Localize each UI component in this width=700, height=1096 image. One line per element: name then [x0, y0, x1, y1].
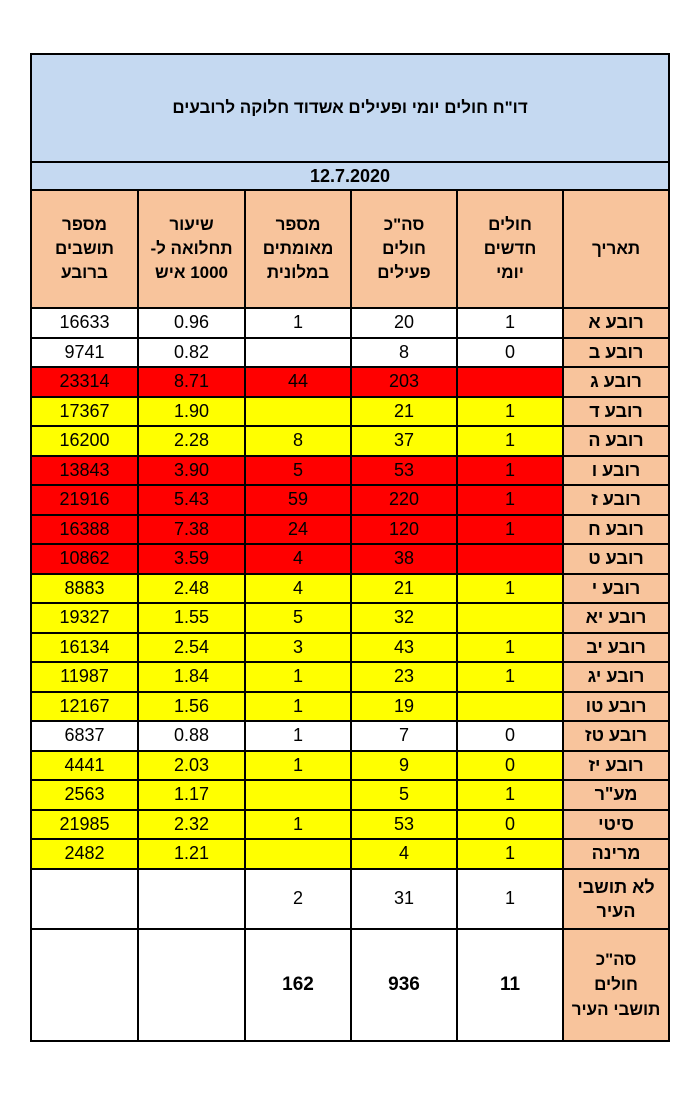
table-row [31, 426, 669, 456]
hotel-confirmed-cell: 4 [245, 574, 351, 604]
rate-cell: 8.71 [138, 367, 245, 397]
active-total-cell: 20 [351, 308, 457, 338]
new-daily-cell: 1 [457, 456, 563, 486]
residents-cell: 12167 [31, 692, 138, 722]
new-daily-cell: 0 [457, 721, 563, 751]
hotel-confirmed-cell: 5 [245, 603, 351, 633]
district-name: רובע ט [563, 544, 669, 574]
new-daily-cell: 1 [457, 515, 563, 545]
table-row [31, 308, 669, 338]
hotel-confirmed-cell: 4 [245, 544, 351, 574]
residents-cell: 16134 [31, 633, 138, 663]
district-name: רובע טז [563, 721, 669, 751]
rate-cell: 1.21 [138, 839, 245, 869]
rate-cell: 0.88 [138, 721, 245, 751]
district-name: רובע ו [563, 456, 669, 486]
hotel-confirmed-cell [245, 780, 351, 810]
district-name: רובע א [563, 308, 669, 338]
header-hotel-confirmed: מספר מאומתים במלונית [245, 190, 351, 308]
active-total-cell: 38 [351, 544, 457, 574]
district-name: רובע יב [563, 633, 669, 663]
active-total-cell: 32 [351, 603, 457, 633]
table-row [31, 367, 669, 397]
district-rows [31, 308, 669, 869]
district-name: רובע יא [563, 603, 669, 633]
new-daily-cell: 1 [457, 485, 563, 515]
residents-cell: 4441 [31, 751, 138, 781]
hotel-confirmed-cell: 1 [245, 721, 351, 751]
active-total-cell: 53 [351, 810, 457, 840]
active-total-cell: 5 [351, 780, 457, 810]
hotel-confirmed-cell: 1 [245, 308, 351, 338]
table-row [31, 780, 669, 810]
rate-cell: 2.48 [138, 574, 245, 604]
active-total-cell: 53 [351, 456, 457, 486]
active-total-cell: 21 [351, 574, 457, 604]
new-daily-cell: 1 [457, 662, 563, 692]
hotel-confirmed-cell [245, 338, 351, 368]
district-name: רובע ה [563, 426, 669, 456]
residents-cell: 9741 [31, 338, 138, 368]
new-daily-cell: 1 [457, 633, 563, 663]
rate-cell: 1.84 [138, 662, 245, 692]
table-row [31, 603, 669, 633]
new-daily-cell: 0 [457, 751, 563, 781]
rate-cell: 3.59 [138, 544, 245, 574]
district-name: סיטי [563, 810, 669, 840]
active-total-cell: 43 [351, 633, 457, 663]
report-date: 12.7.2020 [31, 162, 669, 190]
table-row [31, 751, 669, 781]
non-residents-rate [138, 869, 245, 929]
rate-cell: 1.90 [138, 397, 245, 427]
table-row [31, 456, 669, 486]
table-row [31, 574, 669, 604]
residents-cell: 16388 [31, 515, 138, 545]
non-residents-active: 31 [351, 869, 457, 929]
residents-cell: 17367 [31, 397, 138, 427]
active-total-cell: 9 [351, 751, 457, 781]
new-daily-cell [457, 544, 563, 574]
new-daily-cell: 1 [457, 780, 563, 810]
total-active: 936 [351, 929, 457, 1041]
residents-cell: 8883 [31, 574, 138, 604]
total-new: 11 [457, 929, 563, 1041]
new-daily-cell [457, 603, 563, 633]
hotel-confirmed-cell: 1 [245, 810, 351, 840]
district-name: רובע יז [563, 751, 669, 781]
residents-cell: 21985 [31, 810, 138, 840]
rate-cell: 1.56 [138, 692, 245, 722]
residents-cell: 6837 [31, 721, 138, 751]
active-total-cell: 21 [351, 397, 457, 427]
table-row [31, 544, 669, 574]
hotel-confirmed-cell: 1 [245, 751, 351, 781]
residents-cell: 21916 [31, 485, 138, 515]
hotel-confirmed-cell: 1 [245, 662, 351, 692]
active-total-cell: 220 [351, 485, 457, 515]
rate-cell: 7.38 [138, 515, 245, 545]
active-total-cell: 23 [351, 662, 457, 692]
residents-cell: 2563 [31, 780, 138, 810]
rate-cell: 3.90 [138, 456, 245, 486]
table-row [31, 397, 669, 427]
residents-cell: 13843 [31, 456, 138, 486]
report-title: דו"ח חולים יומי ופעילים אשדוד חלוקה לרובעים [31, 54, 669, 162]
district-report-table [30, 53, 670, 1042]
rate-cell: 0.82 [138, 338, 245, 368]
non-residents-row [31, 869, 669, 929]
rate-cell: 2.03 [138, 751, 245, 781]
residents-cell: 16633 [31, 308, 138, 338]
table-row [31, 338, 669, 368]
rate-cell: 5.43 [138, 485, 245, 515]
non-residents-new: 1 [457, 869, 563, 929]
hotel-confirmed-cell: 1 [245, 692, 351, 722]
table-row [31, 721, 669, 751]
table-row [31, 662, 669, 692]
active-total-cell: 4 [351, 839, 457, 869]
hotel-confirmed-cell: 44 [245, 367, 351, 397]
active-total-cell: 203 [351, 367, 457, 397]
non-residents-residents [31, 869, 138, 929]
table-row [31, 692, 669, 722]
residents-cell: 2482 [31, 839, 138, 869]
district-name: רובע ג [563, 367, 669, 397]
new-daily-cell: 1 [457, 574, 563, 604]
new-daily-cell [457, 367, 563, 397]
residents-cell: 11987 [31, 662, 138, 692]
new-daily-cell: 1 [457, 397, 563, 427]
active-total-cell: 37 [351, 426, 457, 456]
rate-cell: 2.28 [138, 426, 245, 456]
active-total-cell: 8 [351, 338, 457, 368]
new-daily-cell: 0 [457, 338, 563, 368]
total-rate [138, 929, 245, 1041]
residents-cell: 23314 [31, 367, 138, 397]
residents-cell: 16200 [31, 426, 138, 456]
new-daily-cell: 0 [457, 810, 563, 840]
table-row [31, 810, 669, 840]
hotel-confirmed-cell [245, 839, 351, 869]
header-new-daily: חולים חדשים יומי [457, 190, 563, 308]
hotel-confirmed-cell: 5 [245, 456, 351, 486]
table-row [31, 485, 669, 515]
new-daily-cell: 1 [457, 426, 563, 456]
rate-cell: 2.32 [138, 810, 245, 840]
rate-cell: 1.55 [138, 603, 245, 633]
header-date: תאריך [563, 190, 669, 308]
district-name: רובע ז [563, 485, 669, 515]
rate-cell: 0.96 [138, 308, 245, 338]
non-residents-label: לא תושבי העיר [563, 869, 669, 929]
total-hotel: 162 [245, 929, 351, 1041]
residents-cell: 10862 [31, 544, 138, 574]
hotel-confirmed-cell [245, 397, 351, 427]
rate-cell: 2.54 [138, 633, 245, 663]
header-rate-per-1000: שיעור תחלואה ל- 1000 איש [138, 190, 245, 308]
district-name: רובע יג [563, 662, 669, 692]
header-residents: מספר תושבים ברובע [31, 190, 138, 308]
new-daily-cell [457, 692, 563, 722]
table-row [31, 839, 669, 869]
active-total-cell: 120 [351, 515, 457, 545]
district-name: רובע י [563, 574, 669, 604]
hotel-confirmed-cell: 3 [245, 633, 351, 663]
district-name: מע"ר [563, 780, 669, 810]
new-daily-cell: 1 [457, 308, 563, 338]
header-active-total: סה"כ חולים פעילים [351, 190, 457, 308]
new-daily-cell: 1 [457, 839, 563, 869]
total-label: סה"כ חולים תושבי העיר [563, 929, 669, 1041]
total-residents [31, 929, 138, 1041]
total-row [31, 929, 669, 1041]
hotel-confirmed-cell: 59 [245, 485, 351, 515]
district-name: רובע ב [563, 338, 669, 368]
active-total-cell: 19 [351, 692, 457, 722]
residents-cell: 19327 [31, 603, 138, 633]
hotel-confirmed-cell: 8 [245, 426, 351, 456]
district-name: מרינה [563, 839, 669, 869]
table-row [31, 633, 669, 663]
non-residents-hotel: 2 [245, 869, 351, 929]
hotel-confirmed-cell: 24 [245, 515, 351, 545]
active-total-cell: 7 [351, 721, 457, 751]
table-row [31, 515, 669, 545]
district-name: רובע טו [563, 692, 669, 722]
rate-cell: 1.17 [138, 780, 245, 810]
district-name: רובע ד [563, 397, 669, 427]
district-name: רובע ח [563, 515, 669, 545]
